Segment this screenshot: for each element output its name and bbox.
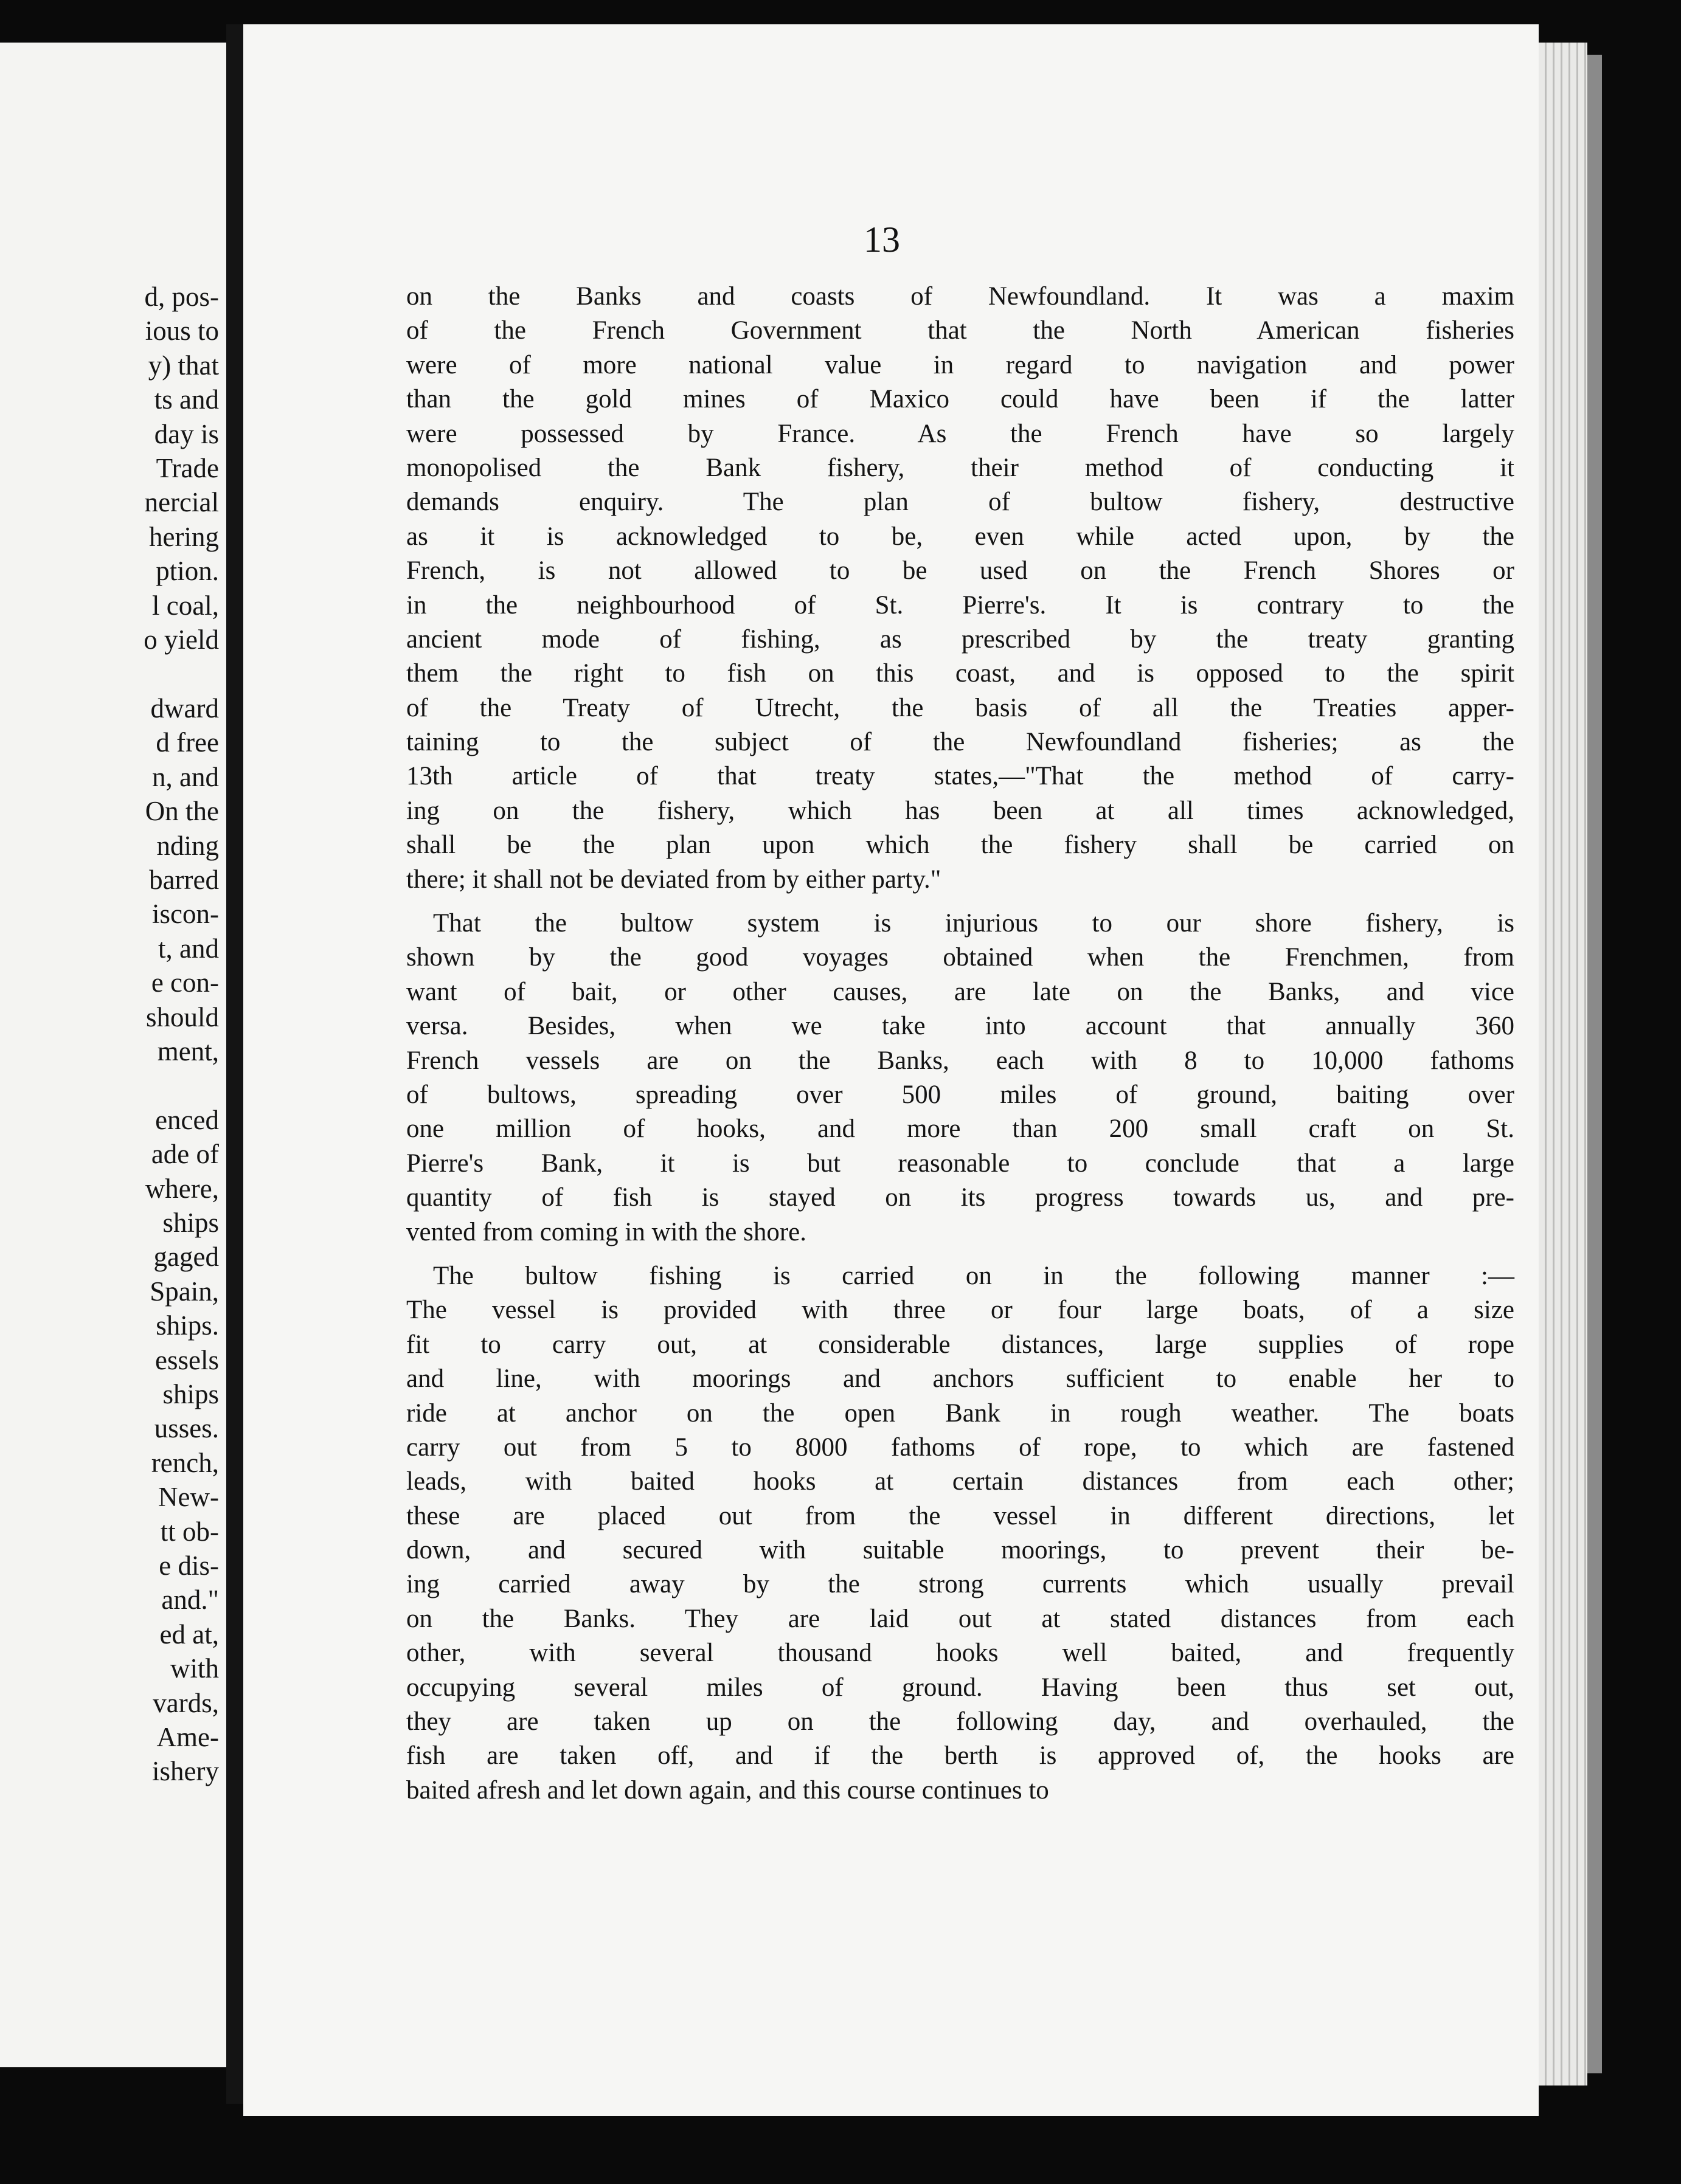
page-number: 13 (864, 219, 900, 260)
left-page-fragment: usses. (154, 1413, 219, 1444)
left-page-fragment: hering (149, 521, 219, 552)
text-line: one million of hooks, and more than 200 small craft on St. (406, 1114, 1514, 1144)
left-page-fragment: ment, (157, 1035, 219, 1066)
text-line: there; it shall not be deviated from by either party." (406, 865, 941, 894)
left-page-fragment: d free (156, 727, 219, 758)
text-line: shall be the plan upon which the fishery shall be carried on (406, 831, 1514, 860)
text-line: want of bait, or other causes, are late on the Banks, and vice (406, 977, 1514, 1006)
text-line: occupying several miles of ground. Having been thus set out, (406, 1673, 1514, 1702)
text-line: taining to the subject of the Newfoundland fisheries; as the (406, 728, 1514, 757)
left-page-fragment: vards, (153, 1687, 219, 1718)
text-line: baited afresh and let down again, and this course continues to (406, 1775, 1049, 1805)
left-page-fragment: e con- (151, 967, 219, 998)
text-line: of bultows, spreading over 500 miles of ground, baiting over (406, 1080, 1514, 1109)
text-line: carry out from 5 to 8000 fathoms of rope, to which are fastened (406, 1432, 1514, 1462)
text-line: 13th article of that treaty states,—"That the method of carry- (406, 762, 1514, 791)
left-page-fragment: nding (156, 830, 219, 861)
left-page-fragment: iscon- (152, 899, 219, 930)
text-line: The vessel is provided with three or four large boats, of a size (406, 1296, 1514, 1325)
text-line: they are taken up on the following day, and overhauled, the (406, 1707, 1514, 1736)
left-page-fragment: ships (162, 1207, 219, 1238)
text-line: as it is acknowledged to be, even while acted upon, by the (406, 522, 1514, 551)
left-page-fragment (144, 1068, 219, 1102)
text-line: were of more national value in regard to navigation and power (406, 350, 1514, 379)
left-page-fragment: essels (155, 1344, 219, 1375)
left-page-fragment: New- (158, 1482, 219, 1513)
text-line: ing carried away by the strong currents which usually prevail (406, 1570, 1514, 1599)
text-line: these are placed out from the vessel in different directions, let (406, 1501, 1514, 1530)
text-line: shown by the good voyages obtained when the Frenchmen, from (406, 943, 1514, 972)
text-line: of the Treaty of Utrecht, the basis of all the Treaties apper- (406, 693, 1514, 722)
text-line: in the neighbourhood of St. Pierre's. It is contrary to the (406, 590, 1514, 620)
left-page-fragment: day is (154, 418, 219, 449)
paragraph-gap (406, 1249, 1514, 1259)
left-facing-page (0, 43, 230, 2067)
paragraph (406, 280, 1514, 897)
left-page-fragment: ts and (154, 384, 219, 415)
left-page-fragment: ious to (145, 316, 219, 347)
left-page-fragment: barred (149, 864, 219, 895)
left-page-fragment: with (170, 1653, 219, 1684)
text-line: vented from coming in with the shore. (406, 1217, 806, 1246)
left-page-fragment: d, pos- (144, 282, 219, 312)
left-page-fragment: ption. (156, 556, 219, 587)
left-page-fragment: l coal, (152, 590, 219, 621)
left-page-fragment: ade of (151, 1139, 219, 1170)
left-page-fragment: y) that (148, 350, 219, 381)
text-line: than the gold mines of Maxico could have been if the latter (406, 385, 1514, 414)
text-line: and line, with moorings and anchors sufficient to enable her to (406, 1364, 1514, 1394)
left-page-fragment: Trade (156, 453, 219, 484)
book-gutter (226, 24, 243, 2104)
text-line: leads, with baited hooks at certain distances from each other; (406, 1467, 1514, 1496)
left-page-fragment: tt ob- (160, 1516, 219, 1547)
text-line: versa. Besides, when we take into account that annually 360 (406, 1012, 1514, 1041)
text-line: them the right to fish on this coast, and is opposed to the spirit (406, 659, 1514, 688)
text-line: French, is not allowed to be used on the French Shores or (406, 556, 1514, 586)
text-line: ing on the fishery, which has been at all times acknowledged, (406, 796, 1514, 825)
main-page (243, 24, 1539, 2116)
page-edges (1539, 43, 1587, 2086)
left-page-fragment: where, (145, 1173, 219, 1204)
left-page-fragment: e dis- (159, 1550, 219, 1581)
text-line: ancient mode of fishing, as prescribed by the treaty granting (406, 624, 1514, 654)
left-page-fragment: ishery (152, 1756, 219, 1787)
text-line: French vessels are on the Banks, each with 8 to 10,000 fathoms (406, 1046, 1514, 1075)
left-page-fragment: nercial (144, 487, 219, 518)
text-line: on the Banks and coasts of Newfoundland. It was a maxim (406, 282, 1514, 311)
left-page-fragment: ships. (156, 1310, 219, 1341)
left-page-fragment: gaged (153, 1242, 219, 1273)
left-page-fragment (144, 657, 219, 691)
left-page-fragment: t, and (158, 933, 219, 964)
left-page-fragment: n, and (152, 761, 219, 792)
left-page-fragment: Spain, (150, 1276, 219, 1307)
text-line: down, and secured with suitable moorings, to prevent their be- (406, 1536, 1514, 1565)
text-line: quantity of fish is stayed on its progress towards us, and pre- (406, 1183, 1514, 1212)
text-line: That the bultow system is injurious to our shore fishery, is (433, 909, 1514, 938)
left-page-fragment: and." (161, 1584, 219, 1616)
text-line: fit to carry out, at considerable distances, large supplies of rope (406, 1330, 1514, 1359)
left-page-fragment: Ame- (156, 1722, 219, 1753)
paragraph (406, 1259, 1514, 1808)
left-page-fragment: o yield (144, 624, 219, 655)
left-page-fragment: On the (145, 796, 219, 827)
paragraph (406, 907, 1514, 1249)
text-line: monopolised the Bank fishery, their method of conducting it (406, 453, 1514, 482)
text-line: were possessed by France. As the French have so largely (406, 419, 1514, 448)
text-line: demands enquiry. The plan of bultow fishery, destructive (406, 488, 1514, 517)
text-line: on the Banks. They are laid out at stated distances from each (406, 1604, 1514, 1633)
left-page-fragment: dward (150, 693, 219, 724)
left-page-fragment: should (145, 1001, 219, 1032)
left-page-fragment: enced (155, 1104, 219, 1135)
text-line: The bultow fishing is carried on in the following manner :— (433, 1261, 1514, 1290)
text-line: fish are taken off, and if the berth is approved of, the hooks are (406, 1741, 1514, 1771)
text-line: ride at anchor on the open Bank in rough weather. The boats (406, 1398, 1514, 1428)
text-line: of the French Government that the North American fisheries (406, 316, 1514, 345)
left-page-text-fragments (144, 280, 219, 1789)
left-page-fragment: rench, (151, 1447, 219, 1478)
left-page-fragment: ships (162, 1379, 219, 1409)
body-text (406, 280, 1514, 1808)
text-line: other, with several thousand hooks well baited, and frequently (406, 1639, 1514, 1668)
text-line: Pierre's Bank, it is but reasonable to conclude that a large (406, 1149, 1514, 1178)
paragraph-gap (406, 897, 1514, 907)
page-edge-shadow (1587, 55, 1602, 2073)
left-page-fragment: ed at, (159, 1619, 219, 1650)
